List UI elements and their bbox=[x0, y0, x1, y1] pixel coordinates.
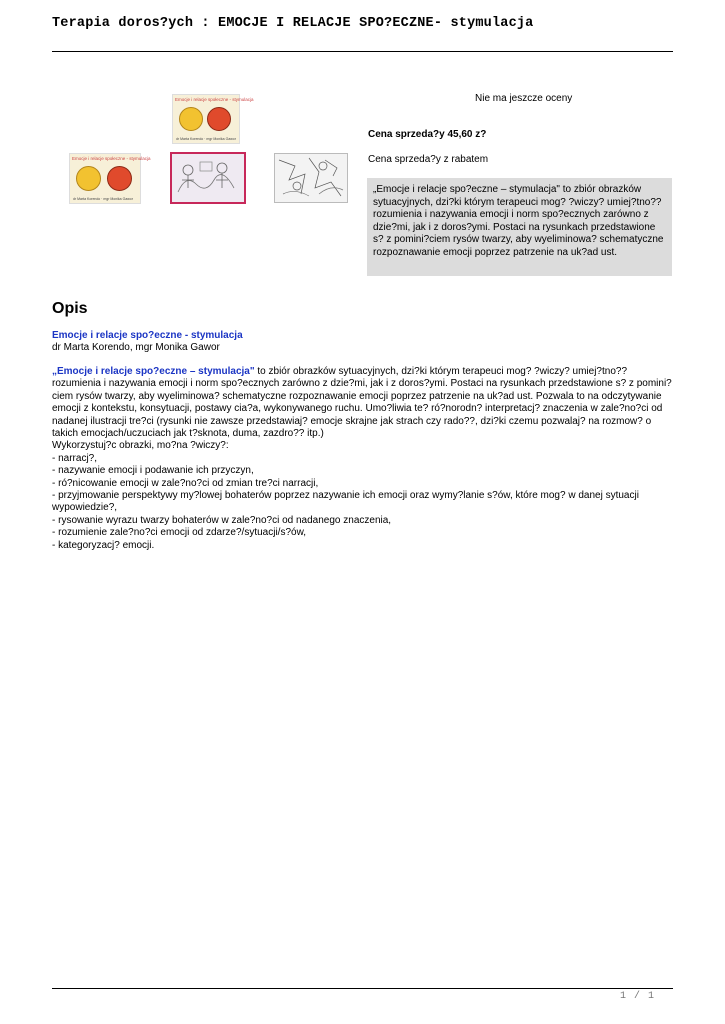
section-heading: Opis bbox=[52, 300, 88, 317]
product-subtitle: Emocje i relacje spo?eczne - stymulacja bbox=[52, 330, 243, 341]
description-paragraph bbox=[52, 366, 672, 440]
usage-intro: Wykorzystuj?c obrazki, mo?na ?wiczy?: bbox=[52, 440, 229, 452]
list-item: - nazywanie emocji i podawanie ich przyczyn, bbox=[52, 465, 254, 477]
product-authors: dr Marta Korendo, mgr Monika Gawor bbox=[52, 342, 220, 353]
yellow-face-icon bbox=[76, 166, 101, 191]
product-price: Cena sprzeda?y 45,60 z? bbox=[368, 129, 487, 140]
cover-title: Emocje i relacje społeczne - stymulacja bbox=[175, 97, 254, 102]
description-body bbox=[52, 366, 672, 552]
usage-list bbox=[52, 453, 672, 552]
product-main-image[interactable] bbox=[172, 94, 254, 144]
illustration-sketch-icon bbox=[172, 154, 244, 202]
thumbnail-cover[interactable] bbox=[69, 153, 151, 204]
description-lead-text: to zbiór obrazków sytuacyjnych, dzi?ki którym terapeuci mog? ?wiczy? umiej?tno?? rozumienia i nazywania emocji i norm spo?ecznych zarówno z dzie?mi, jak i z doros?ymi. Postaci na rysunkach przedstawione s? z pomini?ciem rysów twarzy, aby wyeliminowa? schematyczne rozpoznawanie emocji poprzez patrzenie na uk?ad ust. Pozwala to na odczytywanie emocji z kontekstu, konsytuacji, postawy cia?a, wykonywanego ruchu. Umo?liwia te? ró?norodn? interpretacj? znaczenia w zale?no?ci od nadanej ilustracji tre?ci (rysunki nie zawsze przedstawiaj? emocje skrajne jak strach czy rado??, dzi?ki czemu pozwalaj? na rozmow? o takich emocjach/uczuciach jak t?sknota, duma, zazdro?? itp.) bbox=[52, 366, 672, 440]
red-face-icon bbox=[207, 107, 231, 131]
short-description-box: „Emocje i relacje spo?eczne – stymulacja" to zbiór obrazków sytuacyjnych, dzi?ki którym terapeuci mog? ?wiczy? umiej?tno??rozumienia i nazywania emocji i norm spo?ecznych zarówno z dzie?mi, jak i z doros?ymi. Postaci na rysunkach przedstawione s? z pomini?ciem rysów twarzy, aby wyeliminowa? schematyczne rozpoznawanie emocji poprzez patrzenie na uk?ad ust. bbox=[367, 178, 672, 276]
illustration-sketch-icon bbox=[275, 154, 347, 202]
list-item: - ró?nicowanie emocji w zale?no?ci od zmian tre?ci narracji, bbox=[52, 477, 319, 489]
list-item: - narracj?, bbox=[52, 452, 98, 464]
thumbnail-cover-caption: dr Marta Korendo · mgr Monika Gawor bbox=[73, 197, 133, 201]
list-item: - rysowanie wyrazu twarzy bohaterów w zale?no?ci od nadanego znaczenia, bbox=[52, 514, 392, 526]
thumbnail-illustration-1[interactable] bbox=[170, 152, 246, 204]
header-divider bbox=[52, 51, 673, 52]
list-item: - przyjmowanie perspektywy my?lowej bohaterów poprzez nazywanie ich emocji oraz wymy?lanie s?ów, które mog? w danej sytuacji wypowiedzie?, bbox=[52, 490, 639, 514]
description-lead-title: „Emocje i relacje spo?eczne – stymulacja" bbox=[52, 366, 255, 377]
footer-divider bbox=[52, 988, 673, 989]
page-number: 1 / 1 bbox=[619, 991, 655, 1002]
list-item: - kategoryzacj? emocji. bbox=[52, 539, 155, 551]
red-face-icon bbox=[107, 166, 132, 191]
document-title: Terapia doros?ych : EMOCJE I RELACJE SPO?ECZNE- stymulacja bbox=[52, 16, 534, 31]
cover-caption: dr Marta Korendo · mgr Monika Gawor bbox=[176, 137, 236, 141]
list-item: - rozumienie zale?no?ci emocji od zdarze?/sytuacji/s?ów, bbox=[52, 527, 307, 539]
thumbnail-cover-title: Emocje i relacje społeczne - stymulacja bbox=[72, 156, 151, 161]
yellow-face-icon bbox=[179, 107, 203, 131]
product-rating: Nie ma jeszcze oceny bbox=[475, 93, 573, 104]
product-price-discount: Cena sprzeda?y z rabatem bbox=[368, 154, 489, 165]
thumbnail-illustration-2[interactable] bbox=[274, 153, 348, 203]
